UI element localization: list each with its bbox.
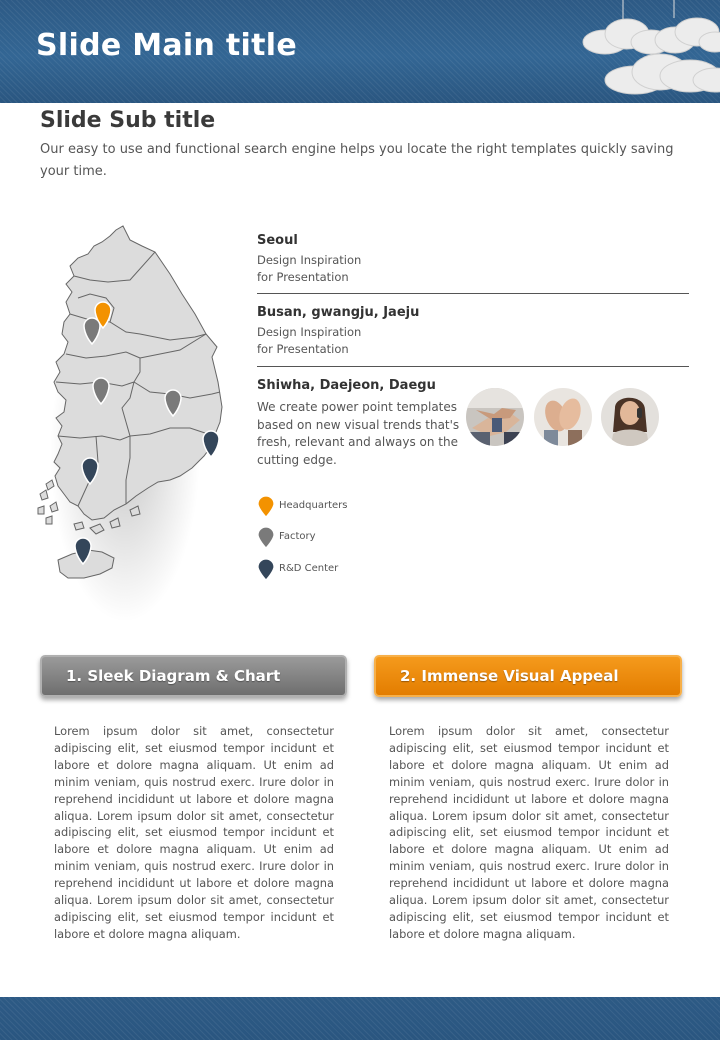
body-text-right: Lorem ipsum dolor sit amet, consectetur adipiscing elit, set eiusmod tempor incidunt et labore et dolore magna aliquam. Ut enim ad minim veniam, quis nostrud exerc. Irure dolor in reprehend incididunt ut labore et dolore magna aliqua. Lorem ipsum dolor sit amet, consectetur adipiscing elit, set eiusmod tempor incidunt et labore et dolore magna aliquam. Ut enim ad minim veniam, quis nostrud exerc. Irure dolor in reprehend incididunt ut labore et dolore magna aliqua. Lorem ipsum dolor sit amet, consectetur adipiscing elit, set eiusmod tempor incidunt et labore et dolore magna aliquam.	[389, 724, 669, 941]
legend-rd-center	[256, 559, 339, 581]
factory-pin-icon	[256, 527, 276, 549]
header-banner	[0, 0, 720, 103]
immense-visual-button[interactable]: 2. Immense Visual Appeal	[374, 655, 682, 697]
legend-headquarters	[256, 496, 348, 518]
korea-map	[30, 222, 240, 632]
page-title: Slide Main title	[36, 28, 298, 63]
legend-factory	[256, 527, 316, 549]
location-busan	[257, 305, 689, 358]
denim-texture	[0, 997, 720, 1040]
location-title: Busan, gwangju, Jaeju	[257, 305, 420, 320]
divider	[257, 366, 689, 367]
divider	[257, 293, 689, 294]
clapping-hands-photo	[534, 388, 592, 446]
location-line: for Presentation	[257, 270, 349, 284]
headquarters-pin-icon	[256, 496, 276, 518]
location-line: Design Inspiration	[257, 253, 362, 267]
cloud-decoration-icon	[575, 0, 720, 103]
location-line: for Presentation	[257, 342, 349, 356]
sleek-diagram-button[interactable]: 1. Sleek Diagram & Chart	[40, 655, 347, 697]
legend-label: Factory	[279, 531, 316, 542]
legend-label: R&D Center	[279, 563, 339, 574]
location-line: Design Inspiration	[257, 325, 362, 339]
location-title: Seoul	[257, 233, 298, 248]
footer-banner	[0, 997, 720, 1040]
sub-description: Our easy to use and functional search engine helps you locate the right templates quickly saving your time.	[40, 142, 674, 179]
rd-center-pin-icon	[256, 559, 276, 581]
location-shiwha	[257, 378, 462, 469]
location-text	[257, 252, 689, 286]
body-text-left: Lorem ipsum dolor sit amet, consectetur adipiscing elit, set eiusmod tempor incidunt et labore et dolore magna aliquam. Ut enim ad minim veniam, quis nostrud exerc. Irure dolor in reprehend incididunt ut labore et dolore magna aliqua. Lorem ipsum dolor sit amet, consectetur adipiscing elit, set eiusmod tempor incidunt et labore et dolore magna aliquam. Ut enim ad minim veniam, quis nostrud exerc. Irure dolor in reprehend incididunt ut labore et dolore magna aliqua. Lorem ipsum dolor sit amet, consectetur adipiscing elit, set eiusmod tempor incidunt et labore et dolore magna aliquam.	[54, 724, 334, 941]
location-text: We create power point templates based on new visual trends that's fresh, relevant and always on the cutting edge.	[257, 400, 460, 467]
sub-title: Slide Sub title	[40, 108, 216, 133]
location-seoul	[257, 233, 689, 286]
woman-on-phone-photo	[601, 388, 659, 446]
teamwork-hands-photo	[466, 388, 524, 446]
legend-label: Headquarters	[279, 500, 348, 511]
location-title: Shiwha, Daejeon, Daegu	[257, 378, 436, 393]
location-text	[257, 324, 689, 358]
